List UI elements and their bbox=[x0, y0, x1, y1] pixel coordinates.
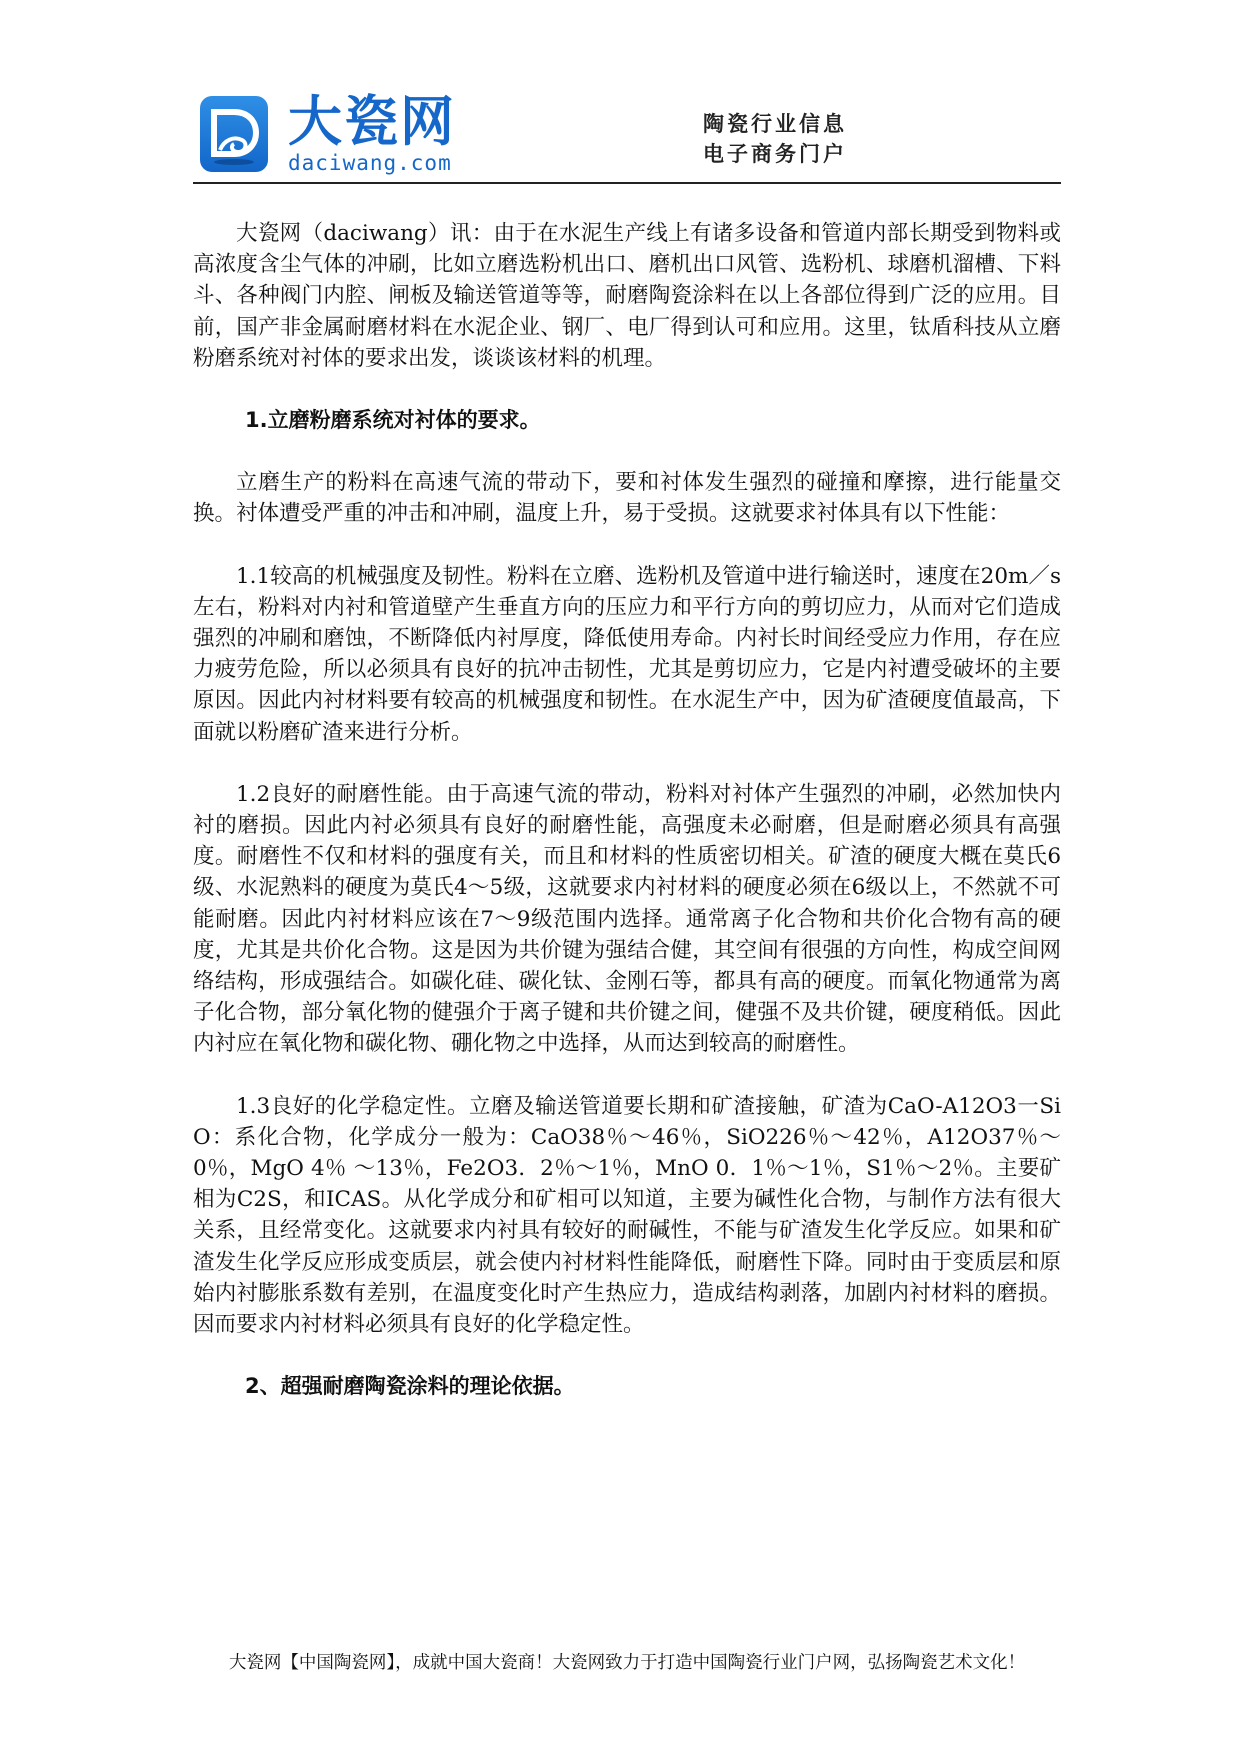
brand-domain[interactable]: daciwang.com bbox=[288, 151, 452, 175]
page-footer: 大瓷网【中国陶瓷网】，成就中国大瓷商！大瓷网致力于打造中国陶瓷行业门户网，弘扬陶瓷艺术文化！ bbox=[228, 1653, 1026, 1673]
header-divider bbox=[193, 182, 1061, 184]
paragraph-1: 立磨生产的粉料在高速气流的带动下，要和衬体发生强烈的碰撞和摩擦，进行能量交换。衬体遭受严重的冲击和冲刷，温度上升，易于受损。这就要求衬体具有以下性能： bbox=[193, 470, 1061, 527]
article-body bbox=[193, 218, 1061, 1403]
tagline-line1: 陶瓷行业信息 bbox=[703, 112, 847, 136]
daciwang-logo-icon[interactable] bbox=[200, 96, 268, 172]
paragraph-1-1: 1.1较高的机械强度及韧性。粉料在立磨、选粉机及管道中进行输送时，速度在20m／s左右，粉料对内衬和管道壁产生垂直方向的压应力和平行方向的剪切应力，从而对它们造成强烈的冲刷和磨蚀，不断降低内衬厚度，降低使用寿命。内衬长时间经受应力作用，存在应力疲劳危险，所以必须具有良好的抗冲击韧性，尤其是剪切应力，它是内衬遭受破坏的主要原因。因此内衬材料要有较高的机械强度和韧性。在水泥生产中，因为矿渣硬度值最高，下面就以粉磨矿渣来进行分析。 bbox=[193, 563, 1061, 745]
paragraph-1-3: 1.3良好的化学稳定性。立磨及输送管道要长期和矿渣接触，矿渣为CaO-A12O3一SiO：系化合物，化学成分一般为：CaO38％～46％，SiO226％～42％，A12O37％～0％，MgO 4％ ～13％，Fe2O3．2％～1％，MnO 0．1％～1％，S1％～2％。主要矿相为C2S，和ICAS。从化学成分和矿相可以知道，主要为碱性化合物，与制作方法有很大关系，且经常变化。这就要求内衬具有较好的耐碱性，不能与矿渣发生化学反应。如果和矿渣发生化学反应形成变质层，就会使内衬材料性能降低，耐磨性下降。同时由于变质层和原始内衬膨胀系数有差别，在温度变化时产生热应力，造成结构剥落，加剧内衬材料的磨损。因而要求内衬材料必须具有良好的化学稳定性。 bbox=[193, 1093, 1061, 1338]
tagline-line2: 电子商务门户 bbox=[703, 142, 847, 166]
intro-paragraph: 大瓷网（daciwang）讯：由于在水泥生产线上有诸多设备和管道内部长期受到物料或高浓度含尘气体的冲刷，比如立磨选粉机出口、磨机出口风管、选粉机、球磨机溜槽、下料斗、各种阀门内腔、闸板及输送管道等等，耐磨陶瓷涂料在以上各部位得到广泛的应用。目前，国产非金属耐磨材料在水泥企业、钢厂、电厂得到认可和应用。这里，钛盾科技从立磨粉磨系统对衬体的要求出发，谈谈该材料的机理。 bbox=[193, 221, 1061, 371]
logo-swirl-icon bbox=[200, 96, 268, 172]
section-heading-1: 1.立磨粉磨系统对衬体的要求。 bbox=[245, 408, 541, 433]
brand-name-cn: 大瓷网 bbox=[288, 90, 456, 153]
paragraph-1-2: 1.2良好的耐磨性能。由于高速气流的带动，粉料对衬体产生强烈的冲刷，必然加快内衬的磨损。因此内衬必须具有良好的耐磨性能，高强度未必耐磨，但是耐磨必须具有高强度。耐磨性不仅和材料的强度有关，而且和材料的性质密切相关。矿渣的硬度大概在莫氏6级、水泥熟料的硬度为莫氏4～5级，这就要求内衬材料的硬度必须在6级以上，不然就不可能耐磨。因此内衬材料应该在7～9级范围内选择。通常离子化合物和共价化合物有高的硬度，尤其是共价化合物。这是因为共价键为强结合健，其空间有很强的方向性，构成空间网络结构，形成强结合。如碳化硅、碳化钛、金刚石等，都具有高的硬度。而氧化物通常为离子化合物，部分氧化物的健强介于离子键和共价键之间，健强不及共价键，硬度稍低。因此内衬应在氧化物和碳化物、硼化物之中选择，从而达到较高的耐磨性。 bbox=[193, 781, 1061, 1057]
section-heading-2: 2、超强耐磨陶瓷涂料的理论依据。 bbox=[245, 1374, 575, 1399]
